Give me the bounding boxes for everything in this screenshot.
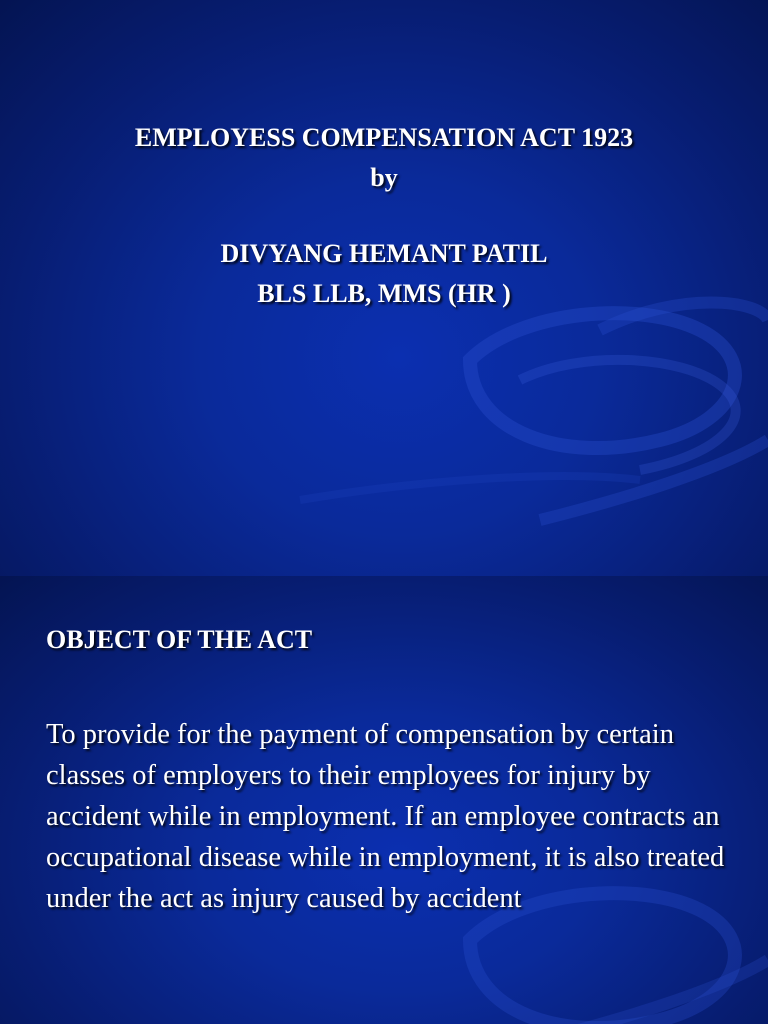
title-line-2: by (370, 163, 398, 192)
slide-body-text: To provide for the payment of compensation by certain classes of employers to their employees for injury by accident while in employment. If an employee contracts an occupational disease while in employment, it is also treated under the act as injury caused by accident (46, 719, 725, 914)
author-qualifications: BLS LLB, MMS (HR ) (257, 279, 511, 308)
title-block (0, 118, 768, 314)
slide-heading: OBJECT OF THE ACT (46, 625, 313, 654)
title-line-1: EMPLOYESS COMPENSATION ACT 1923 (134, 123, 634, 152)
author-name: DIVYANG HEMANT PATIL (220, 239, 548, 268)
